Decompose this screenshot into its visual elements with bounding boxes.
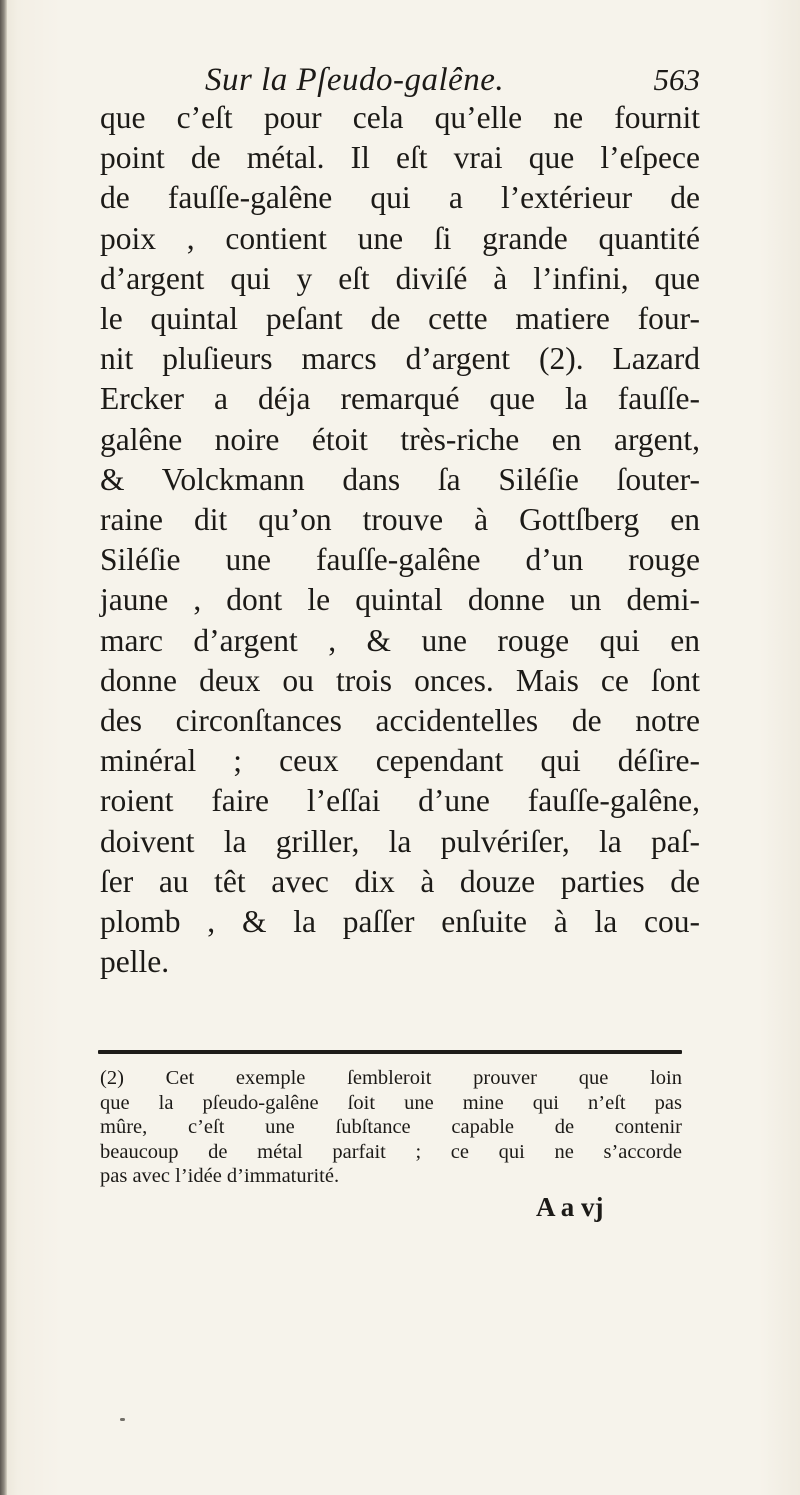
- body-line: minéral ; ceux cependant qui déſire-: [100, 743, 700, 779]
- running-head: [100, 62, 700, 102]
- body-line: roient faire l’eſſai d’une fauſſe-galêne,: [100, 783, 700, 819]
- body-line: donne deux ou trois onces. Mais ce ſont: [100, 662, 700, 698]
- body-line: ſer au têt avec dix à douze parties de: [100, 863, 700, 899]
- body-line: pelle.: [100, 944, 170, 980]
- body-line: marc d’argent , & une rouge qui en: [100, 622, 700, 658]
- body-line: raine dit qu’on trouve à Gottſberg en: [100, 502, 700, 538]
- ink-speck: [120, 1418, 125, 1421]
- body-line: point de métal. Il eſt vrai que l’eſpece: [100, 140, 700, 176]
- body-line: poix , contient une ſi grande quantité: [100, 220, 700, 256]
- body-line: galêne noire étoit très-riche en argent,: [100, 421, 700, 457]
- body-line: Ercker a déja remarqué que la fauſſe-: [100, 381, 700, 417]
- body-line: d’argent qui y eſt diviſé à l’infini, que: [100, 260, 700, 296]
- body-line: plomb , & la paſſer enſuite à la cou-: [100, 904, 700, 940]
- footnote: [100, 1066, 682, 1189]
- body-text: [100, 98, 700, 982]
- body-line: des circonſtances accidentelles de notre: [100, 703, 700, 739]
- footnote-line: beaucoup de métal parfait ; ce qui ne s’accorde: [100, 1140, 682, 1163]
- footnote-line: que la pſeudo-galêne ſoit une mine qui n’eſt pas: [100, 1091, 682, 1114]
- footnote-line: pas avec l’idée d’immaturité.: [100, 1165, 340, 1188]
- page-number: 563: [653, 62, 700, 97]
- footnote-rule: [98, 1050, 682, 1054]
- body-line: que c’eſt pour cela qu’elle ne fournit: [100, 100, 700, 135]
- footnote-line: (2) Cet exemple ſembleroit prouver que loin: [100, 1067, 682, 1089]
- body-line: nit pluſieurs marcs d’argent (2). Lazard: [100, 341, 700, 377]
- body-line: le quintal peſant de cette matiere four-: [100, 301, 700, 337]
- body-line: & Volckmann dans ſa Siléſie ſouter-: [100, 461, 700, 497]
- running-title: Sur la Pſeudo-galêne.: [205, 62, 505, 98]
- binding-edge: [0, 0, 7, 1495]
- body-line: jaune , dont le quintal donne un demi-: [100, 582, 700, 618]
- body-line: de fauſſe-galêne qui a l’extérieur de: [100, 180, 700, 216]
- body-line: doivent la griller, la pulvériſer, la paſ-: [100, 823, 700, 859]
- footnote-line: mûre, c’eſt une ſubſtance capable de contenir: [100, 1116, 682, 1139]
- signature-mark: A a vj: [536, 1192, 604, 1222]
- body-line: Siléſie une fauſſe-galêne d’un rouge: [100, 542, 700, 578]
